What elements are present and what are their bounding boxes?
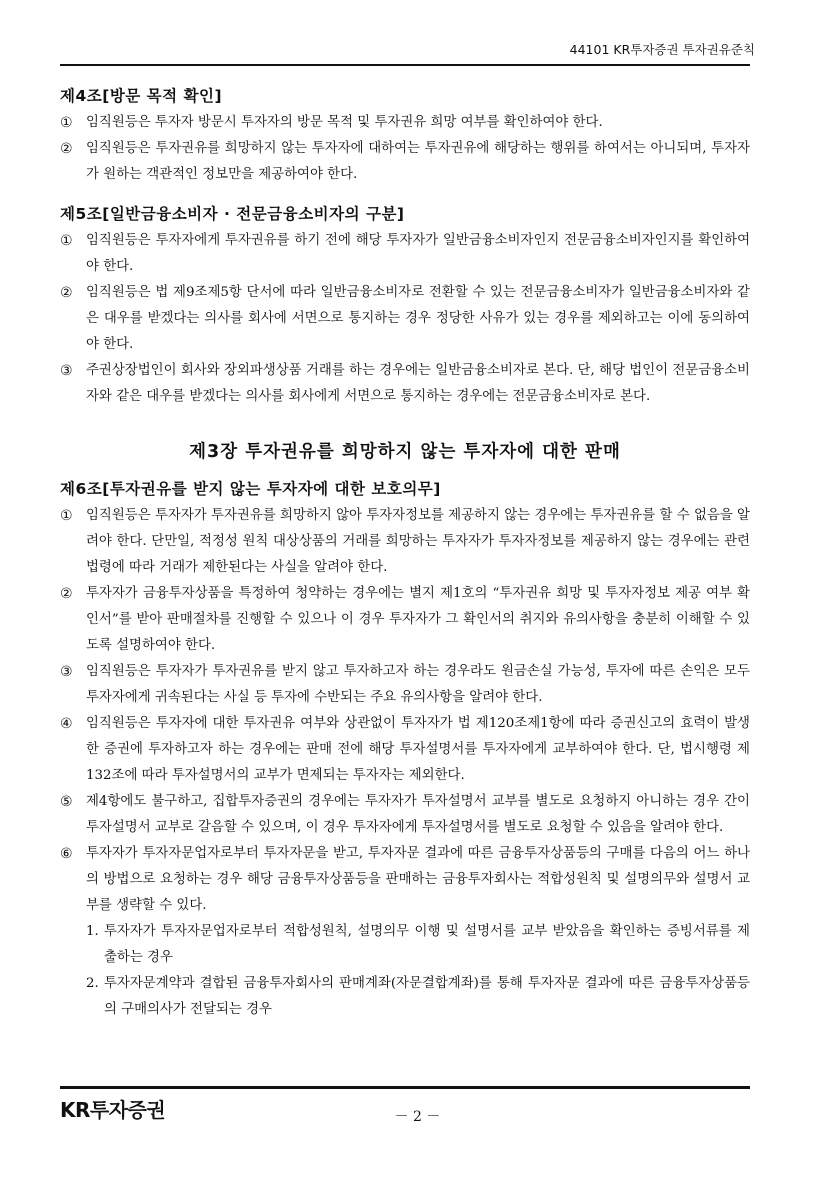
subitem-number: 1. (86, 924, 99, 939)
article-4-para-2 (60, 136, 750, 188)
article-6-subitem-1 (60, 919, 750, 971)
article-6-para-3 (60, 659, 750, 711)
para-text: 임직원등은 투자권유를 희망하지 않는 투자자에 대하여는 투자권유에 해당하는 행위를 하여서는 아니되며, 투자자가 원하는 객관적인 정보만을 제공하여야 한다. (86, 141, 750, 182)
para-number: ① (60, 115, 73, 131)
para-number: ④ (60, 716, 73, 732)
para-text: 주권상장법인이 회사와 장외파생상품 거래를 하는 경우에는 일반금융소비자로 본다. 단, 해당 법인이 전문금융소비자와 같은 대우를 받겠다는 의사를 회사에게 서면으로 통지하는 경우에는 전문금융소비자로 본다. (86, 363, 750, 404)
document-body (60, 84, 750, 1023)
para-number: ② (60, 141, 73, 157)
para-text: 임직원등은 투자자가 투자권유를 희망하지 않아 투자자정보를 제공하지 않는 경우에는 투자권유를 할 수 없음을 알려야 한다. 단만일, 적정성 원칙 대상상품의 거래를 희망하는 투자자가 투자자정보를 제공하지 않는 경우에는 관련법령에 따라 거래가 제한된다는 사실을 알려야 한다. (86, 508, 750, 575)
para-text: 임직원등은 투자자가 투자권유를 받지 않고 투자하고자 하는 경우라도 원금손실 가능성, 투자에 따른 손익은 모두 투자자에게 귀속된다는 사실 등 투자에 수반되는 주요 유의사항을 알려야 한다. (86, 664, 750, 705)
logo-text: KR투자증권 (60, 1098, 166, 1122)
article-4-para-1 (60, 110, 750, 136)
para-number: ② (60, 285, 73, 301)
article-6-title: 제6조[투자권유를 받지 않는 투자자에 대한 보호의무] (60, 480, 441, 498)
article-6-para-2 (60, 581, 750, 659)
article-6-para-1 (60, 503, 750, 581)
article-5-para-3 (60, 358, 750, 410)
header-divider (60, 64, 750, 66)
para-text: 임직원등은 법 제9조제5항 단서에 따라 일반금융소비자로 전환할 수 있는 전문금융소비자가 일반금융소비자와 같은 대우를 받겠다는 의사를 회사에 서면으로 통지하는 경우 정당한 사유가 있는 경우를 제외하고는 이에 동의하여야 한다. (86, 285, 750, 352)
footer-divider (60, 1086, 750, 1089)
para-number: ③ (60, 664, 73, 680)
chapter-3-title: 제3장 투자권유를 희망하지 않는 투자자에 대한 판매 (189, 442, 621, 462)
para-text: 투자자가 금융투자상품을 특정하여 청약하는 경우에는 별지 제1호의 “투자권유 희망 및 투자자정보 제공 여부 확인서”를 받아 판매절차를 진행할 수 있으나 이 경우 투자자가 그 확인서의 취지와 유의사항을 충분히 이해할 수 있도록 설명하여야 한다. (86, 586, 750, 653)
article-5-para-2 (60, 280, 750, 358)
document-header: 44101 KR투자증권 투자권유준칙 (569, 42, 755, 57)
para-number: ② (60, 586, 73, 602)
article-6-subitem-2 (60, 971, 750, 1023)
article-4-title: 제4조[방문 목적 확인] (60, 87, 223, 105)
para-text: 임직원등은 투자자에 대한 투자권유 여부와 상관없이 투자자가 법 제120조제1항에 따라 증권신고의 효력이 발생한 증권에 투자하고자 하는 경우에는 판매 전에 해당 투자설명서를 투자자에게 교부하여야 한다. 단, 법시행령 제132조에 따라 투자설명서의 교부가 면제되는 투자자는 제외한다. (86, 716, 750, 783)
para-number: ③ (60, 363, 73, 379)
article-5-title: 제5조[일반금융소비자 · 전문금융소비자의 구분] (60, 205, 405, 223)
para-number: ⑤ (60, 794, 73, 810)
article-5-para-1 (60, 228, 750, 280)
para-text: 임직원등은 투자자 방문시 투자자의 방문 목적 및 투자권유 희망 여부를 확인하여야 한다. (86, 115, 603, 130)
subitem-text: 투자자문계약과 결합된 금융투자회사의 판매계좌(자문결합계좌)를 통해 투자자문 결과에 따른 금융투자상품등의 구매의사가 전달되는 경우 (104, 976, 750, 1017)
article-6-para-5 (60, 789, 750, 841)
para-text: 임직원등은 투자자에게 투자권유를 하기 전에 해당 투자자가 일반금융소비자인지 전문금융소비자인지를 확인하여야 한다. (86, 233, 750, 274)
article-6-para-4 (60, 711, 750, 789)
subitem-text: 투자자가 투자자문업자로부터 적합성원칙, 설명의무 이행 및 설명서를 교부 받았음을 확인하는 증빙서류를 제출하는 경우 (104, 924, 750, 965)
para-text: 투자자가 투자자문업자로부터 투자자문을 받고, 투자자문 결과에 따른 금융투자상품등의 구매를 다음의 어느 하나의 방법으로 요청하는 경우 해당 금융투자상품등을 판매하는 금융투자회사는 적합성원칙 및 설명의무와 설명서 교부를 생략할 수 있다. (86, 846, 750, 913)
para-number: ① (60, 508, 73, 524)
para-number: ⑥ (60, 846, 73, 862)
subitem-number: 2. (86, 976, 99, 991)
para-text: 제4항에도 불구하고, 집합투자증권의 경우에는 투자자가 투자설명서 교부를 별도로 요청하지 아니하는 경우 간이투자설명서 교부로 갈음할 수 있으며, 이 경우 투자자에게 투자설명서를 별도로 요청할 수 있음을 알려야 한다. (86, 794, 750, 835)
para-number: ① (60, 233, 73, 249)
page-number: － 2 － (394, 1109, 441, 1125)
article-6-para-6 (60, 841, 750, 919)
